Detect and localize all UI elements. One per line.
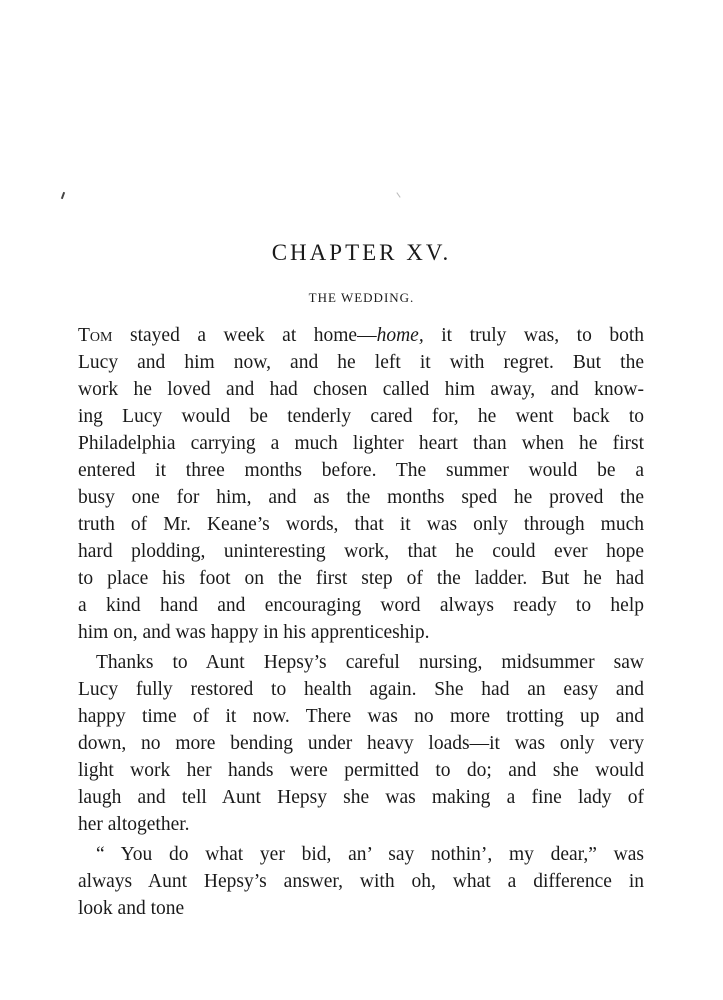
text-line: light work her hands were permitted to do; and she would bbox=[78, 760, 644, 781]
ink-speck-mark bbox=[396, 192, 400, 197]
chapter-subheading: THE WEDDING. bbox=[308, 290, 415, 305]
text-line: her altogether. bbox=[78, 814, 190, 835]
text-line: a kind hand and encouraging word always ready to help bbox=[78, 595, 644, 616]
chapter-body bbox=[78, 322, 644, 922]
text-line: busy one for him, and as the months sped he proved the bbox=[78, 487, 644, 508]
chapter-heading: CHAPTER XV. bbox=[271, 240, 452, 265]
text-line: truth of Mr. Keane’s words, that it was only through much bbox=[78, 514, 644, 535]
text-line: Lucy fully restored to health again. She had an easy and bbox=[78, 679, 644, 700]
text-line: always Aunt Hepsy’s answer, with oh, what a difference in bbox=[78, 871, 644, 892]
ink-speck-mark bbox=[61, 192, 65, 199]
text-line bbox=[78, 322, 644, 349]
paragraph bbox=[78, 322, 644, 646]
text-line: happy time of it now. There was no more trotting up and bbox=[78, 706, 644, 727]
text-line: Thanks to Aunt Hepsy’s careful nursing, midsummer saw bbox=[96, 652, 644, 673]
text-line: entered it three months before. The summer would be a bbox=[78, 460, 644, 481]
text-line: Lucy and him now, and he left it with regret. But the bbox=[78, 352, 644, 373]
text-line: Philadelphia carrying a much lighter heart than when he first bbox=[78, 433, 644, 454]
text-line: hard plodding, uninteresting work, that he could ever hope bbox=[78, 541, 644, 562]
text-line: laugh and tell Aunt Hepsy she was making a fine lady of bbox=[78, 787, 644, 808]
text-run: stayed a week at home— bbox=[112, 325, 377, 346]
text-line: look and tone bbox=[78, 898, 185, 919]
text-run: it truly was, to both bbox=[423, 325, 645, 346]
paragraph bbox=[78, 649, 644, 838]
text-line: down, no more bending under heavy loads—it was only very bbox=[78, 733, 644, 754]
italic-word: home, bbox=[376, 325, 424, 346]
text-line: work he loved and had chosen called him away, and know- bbox=[78, 379, 644, 400]
text-line: him on, and was happy in his apprenticeship. bbox=[78, 622, 430, 643]
paragraph bbox=[78, 841, 644, 922]
text-line: “ You do what yer bid, an’ say nothin’, my dear,” was bbox=[96, 844, 644, 865]
text-line: ing Lucy would be tenderly cared for, he went back to bbox=[78, 406, 644, 427]
text-line: to place his foot on the first step of the ladder. But he had bbox=[78, 568, 644, 589]
lead-word: Tom bbox=[78, 325, 113, 346]
